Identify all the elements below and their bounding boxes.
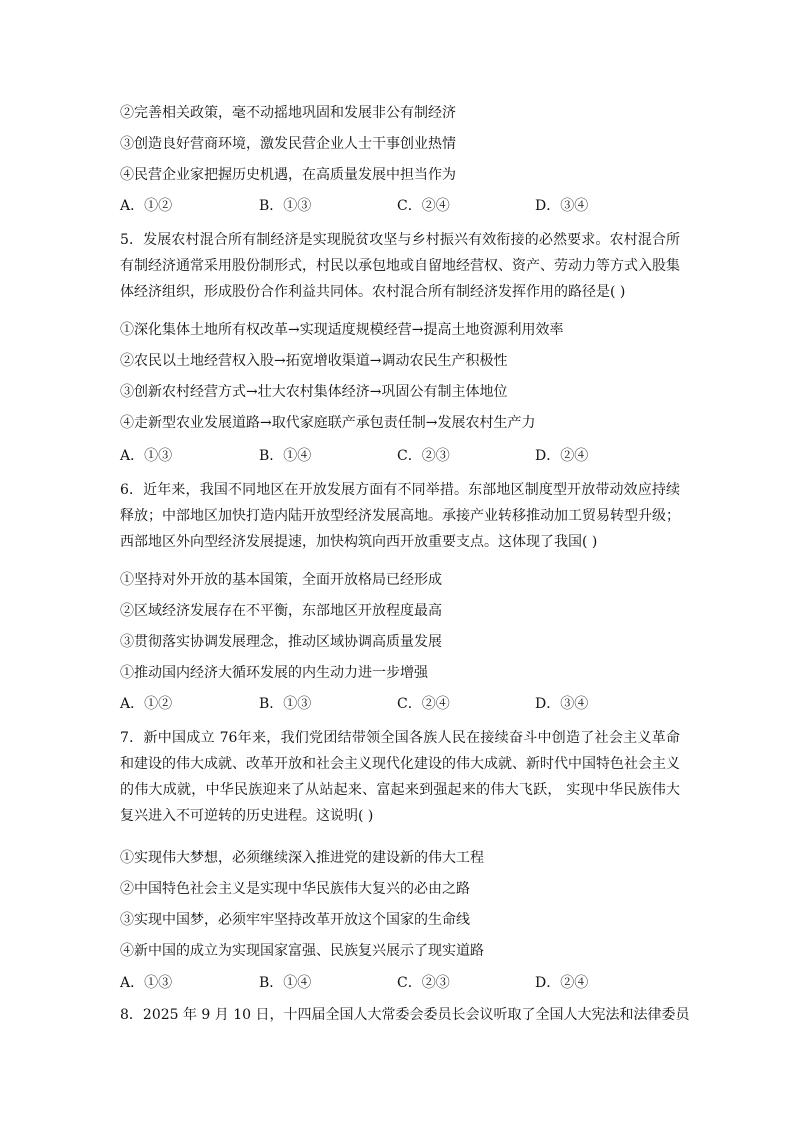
q5-item-2: ②农民以土地经营权入股→拓宽增收渠道→调动农民生产积极性 [120, 353, 508, 369]
q4-item-2: ②完善相关政策，毫不动摇地巩固和发展非公有制经济 [120, 105, 456, 121]
q4-option-a[interactable]: A．①② [120, 198, 173, 214]
q5-options [120, 446, 680, 466]
q8-stem: 8．2025 年 9 月 10 日，十四届全国人大常委会委员长会议听取了全国人大宪法和法律委员 [120, 1007, 690, 1023]
q4-options [120, 196, 680, 216]
q6-item-3: ③贯彻落实协调发展理念，推动区域协调高质量发展 [120, 634, 442, 650]
q5-option-c[interactable]: C．②③ [397, 448, 450, 464]
q5-option-d[interactable]: D．②④ [535, 448, 589, 464]
q5-item-1: ①深化集体土地所有权改革→实现适度规模经营→提高土地资源利用效率 [120, 322, 564, 338]
q5-item-3: ③创新农村经营方式→壮大农村集体经济→巩固公有制主体地位 [120, 384, 508, 400]
q5-option-b[interactable]: B．①④ [259, 448, 312, 464]
q7-stem: 7．新中国成立 76年来，我们党团结带领全国各族人民在接续奋斗中创造了社会主义革命和建设的伟大成就、改革开放和社会主义现代化建设的伟大成就、新时代中国特色社会主义的伟大成就，中华民族迎来了从站起来、富起来到强起来的伟大飞跃， 实现中华民族伟大复兴进入不可逆转的历史进程。这说明( ) [120, 730, 680, 824]
q4-item-4: ④民营企业家把握历史机遇，在高质量发展中担当作为 [120, 167, 456, 183]
q7-item-3: ③实现中国梦，必须牢牢坚持改革开放这个国家的生命线 [120, 912, 470, 928]
q7-option-a[interactable]: A．①③ [120, 975, 173, 991]
q7-option-b[interactable]: B．①④ [259, 975, 312, 991]
q5-stem: 5．发展农村混合所有制经济是实现脱贫攻坚与乡村振兴有效衔接的必然要求。农村混合所有制经济通常采用股份制形式，村民以承包地或自留地经营权、资产、劳动力等方式入股集体经济组织，形成股份合作利益共同体。农村混合所有制经济发挥作用的路径是( ) [120, 232, 680, 300]
q6-option-d[interactable]: D．③④ [535, 696, 589, 712]
q6-item-2: ②区域经济发展存在不平衡，东部地区开放程度最高 [120, 603, 442, 619]
q6-stem: 6．近年来，我国不同地区在开放发展方面有不同举措。东部地区制度型开放带动效应持续释放；中部地区加快打造内陆开放型经济发展高地。承接产业转移推动加工贸易转型升级；西部地区外向型经济发展提速，加快构筑向西开放重要支点。这体现了我国( ) [120, 482, 680, 550]
q6-item-1: ①坚持对外开放的基本国策，全面开放格局已经形成 [120, 572, 442, 588]
q6-options [120, 694, 680, 714]
q7-item-4: ④新中国的成立为实现国家富强、民族复兴展示了现实道路 [120, 943, 484, 959]
q5-item-4: ④走新型农业发展道路→取代家庭联产承包责任制→发展农村生产力 [120, 415, 536, 431]
q7-option-c[interactable]: C．②③ [397, 975, 450, 991]
q4-option-b[interactable]: B．①③ [259, 198, 312, 214]
q7-options [120, 973, 680, 993]
q4-option-d[interactable]: D．③④ [535, 198, 589, 214]
q6-option-c[interactable]: C．②④ [397, 696, 450, 712]
q6-item-4: ①推动国内经济大循环发展的内生动力进一步增强 [120, 665, 428, 681]
q4-option-c[interactable]: C．②④ [397, 198, 450, 214]
q7-item-1: ①实现伟大梦想，必须继续深入推进党的建设新的伟大工程 [120, 850, 484, 866]
q6-option-a[interactable]: A．①② [120, 696, 173, 712]
q5-option-a[interactable]: A．①③ [120, 448, 173, 464]
q7-item-2: ②中国特色社会主义是实现中华民族伟大复兴的必由之路 [120, 881, 470, 897]
q6-option-b[interactable]: B．①③ [259, 696, 312, 712]
q4-item-3: ③创造良好营商环境，激发民营企业人士干事创业热情 [120, 136, 456, 152]
q7-option-d[interactable]: D．②④ [535, 975, 589, 991]
